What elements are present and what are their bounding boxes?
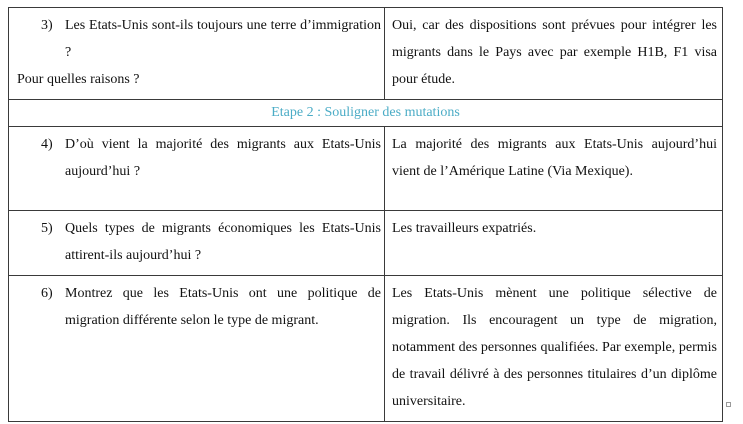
question-cell bbox=[9, 8, 385, 100]
step-heading-row bbox=[9, 100, 723, 127]
question-number: 6) bbox=[41, 286, 53, 301]
question-text: Montrez que les Etats-Unis ont une politique de migration différente selon le type de migrant. bbox=[65, 286, 381, 328]
question-text: Quels types de migrants économiques les Etats-Unis attirent-ils aujourd’hui ? bbox=[65, 221, 381, 263]
table-row bbox=[9, 127, 723, 211]
answer-cell: La majorité des migrants aux Etats-Unis aujourd’hui vient de l’Amérique Latine (Via Mexique). bbox=[385, 127, 723, 211]
question-number: 3) bbox=[41, 18, 53, 33]
answer-cell: Les Etats-Unis mènent une politique sélective de migration. Ils encouragent un type de migration, notamment des personnes qualifiées. Par exemple, permis de travail délivré à des personnes titulaires d’un diplôme universitaire. bbox=[385, 276, 723, 422]
table-row bbox=[9, 8, 723, 100]
question-number: 5) bbox=[41, 221, 53, 236]
qa-table bbox=[8, 7, 723, 422]
question-text: D’où vient la majorité des migrants aux Etats-Unis aujourd’hui ? bbox=[65, 137, 381, 179]
question-number: 4) bbox=[41, 137, 53, 152]
question-extra-text: Pour quelles raisons ? bbox=[17, 72, 140, 87]
table-row bbox=[9, 276, 723, 422]
question-cell bbox=[9, 276, 385, 422]
answer-cell: Oui, car des dispositions sont prévues pour intégrer les migrants dans le Pays avec par exemple H1B, F1 visa pour étude. bbox=[385, 8, 723, 100]
table-resize-handle[interactable] bbox=[726, 402, 731, 407]
step-heading: Etape 2 : Souligner des mutations bbox=[9, 100, 723, 127]
table-row bbox=[9, 211, 723, 276]
question-cell bbox=[9, 127, 385, 211]
question-cell bbox=[9, 211, 385, 276]
question-text: Les Etats-Unis sont-ils toujours une terre d’immigration ? bbox=[65, 18, 381, 60]
answer-cell: Les travailleurs expatriés. bbox=[385, 211, 723, 276]
